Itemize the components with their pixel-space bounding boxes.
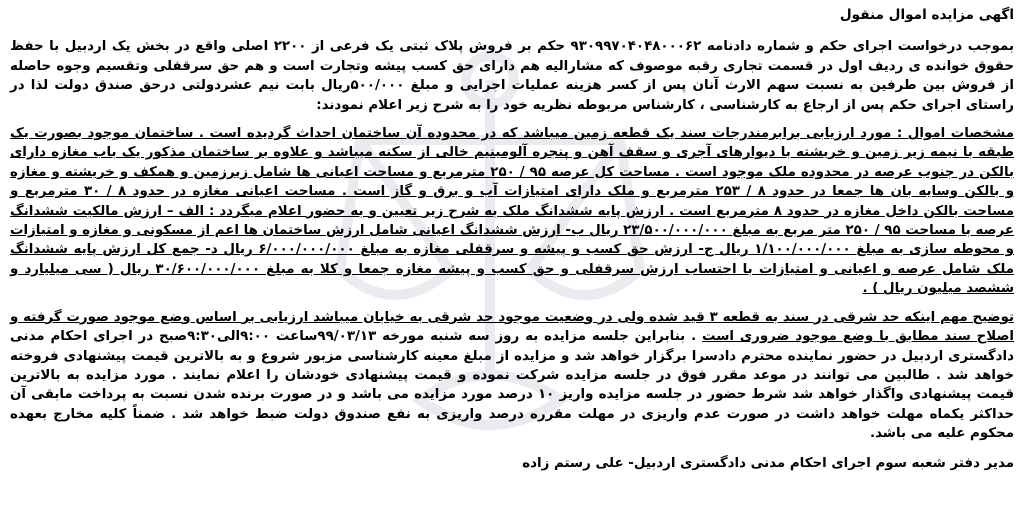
notice-document bbox=[10, 6, 1014, 482]
notice-title: اگهی مزایده اموال منقول bbox=[839, 7, 1014, 23]
important-note-underlined: توضیح مهم اینکه حد شرقی در سند به قطعه ۳ قید شده ولی در وضعیت موجود حد شرقی به خیابان میباشد ارزیابی بر اساس وضع موجود صورت گرفته و اصلاح سند مطابق با وضع موجود ضروری است bbox=[10, 309, 1014, 345]
signature-line: مدیر دفتر شعبه سوم اجرای احکام مدنی دادگستری اردبیل- علی رستم زاده bbox=[522, 455, 1014, 471]
notice-intro-paragraph: بموجب درخواست اجرای حکم و شماره دادنامه ۹۳۰۹۹۷۰۴۰۴۸۰۰۰۶۲ حکم بر فروش پلاک ثبتی یک فرعی از ۲۲۰۰ اصلی واقع در بخش یک اردبیل با حفظ حقوق خوانده ی ردیف اول در قسمت تجاری رقبه موصوف که مشارالیه هم دارای حق کسب پیشه وتجارت است و هم حق سرقفلی وتقسیم وجوه حاصله از فروش بین طرفین به نسبت سهم الارث آنان پس از کسر هزینه عملیات اجرایی و مبلغ ۵۰۰/۰۰۰ریال بابت نیم عشردولتی درحق صندق دولت لذا در راستای اجرای حکم پس از ارجاع به کارشناسی ، کارشناس مربوطه نظریه خود را به شرح زیر اعلام نمودند: bbox=[10, 39, 1014, 113]
important-note-paragraph bbox=[10, 308, 1014, 444]
auction-details-text: . بنابراین جلسه مزایده به روز سه شنبه مورخه ۹۹/۰۳/۱۳ساعت ۹:۰۰الی۹:۳۰صبح در اجرای احکام مدنی دادگستری اردبیل در حضور نماینده محترم دادسرا برگزار خواهد شد و مزایده از مبلغ معینه کارشناسی مزبور شروع و به بالاترین قیمت پیشنهادی فروخته خواهد شد . طالبین می توانند در موعد مقرر فوق در جلسه مزایده شرکت نموده و قیمت پیشنهادی خودشان را اعلام نمایند . مورد مزایده به بالاترین قیمت پیشنهادی واگذار خواهد شد شرط حضور در جلسه مزایده واریز ۱۰ درصد مورد مزایده می باشد و در صورت برنده شدن نسبت به پرداخت مابقی آن حداکثر یکماه مهلت خواهد داشت در صورت عدم واریزی در مهلت مقرره درصد واریزی به نفع صندوق دولت ضبط خواهد شد . ضمناً کلیه مخارج بعهده محکوم علیه می باشد. bbox=[10, 329, 1014, 442]
property-specs-paragraph: مشخصات اموال : مورد ارزیابی برابرمندرجات سند یک قطعه زمین میباشد که در محدوده آن ساختمان احداث گردیده است . ساختمان موجود بصورت یک طبقه با نیمه زیر زمین و خریشته با دیوارهای آجری و سقف آهن و پنجره آلومینیم خالی از سکنه میباشد و علاوه بر ساختمان مذکور یک باب مغازه دارای بالکن در جنوب عرصه در محدوده ملک موجود است . مساحت کل عرصه ۹۵ / ۲۵۰ مترمربع و مساحت اعیانی ها شامل زیرزمین و همکف و خریشته و مغازه و بالکن وسایه بان ها جمعا در حدود ۸ / ۲۵۳ مترمربع و ملک دارای امتیازات آب و برق و گاز است . مساحت اعیانی مغازه در حدود ۸ / ۳۰ مترمربع و مساحت بالکن داخل مغازه در حدود ۸ مترمربع است . ارزش پایه ششدانگ ملک به شرح زیر تعیین و به حضور اعلام میگردد : الف – ارزش مالکیت ششدانگ عرصه با مساحت ۹۵ / ۲۵۰ متر مربع به مبلغ ۲۳/۵۰۰/۰۰۰/۰۰۰ ریال ب- ارزش ششدانگ اعیانی شامل ارزش ساختمان ها اعم از مسکونی و مغازه و امتیازات و محوطه سازی به مبلغ ۱/۱۰۰/۰۰۰/۰۰۰ ریال ج- ارزش حق کسب و پیشه و سرقفلی مغازه به مبلغ ۶/۰۰۰/۰۰۰/۰۰۰ ریال د- جمع کل ارزش پایه ششدانگ ملک شامل عرصه و اعیانی و امتیازات با احتساب ارزش سرقفلی و حق کسب و پیشه مغازه جمعا و کلا به مبلغ ۳۰/۶۰۰/۰۰۰/۰۰۰ ریال ( سی میلیارد و ششصد میلیون ریال ) . bbox=[10, 126, 1015, 297]
